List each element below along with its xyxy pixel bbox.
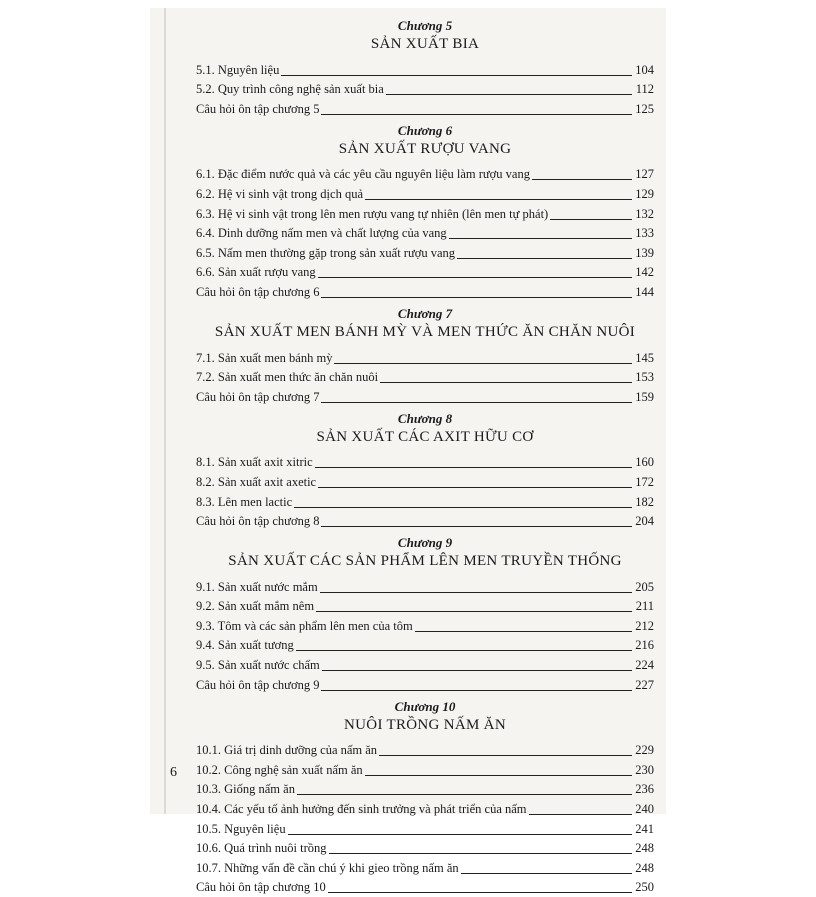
dot-leader [532,179,632,180]
toc-entry-title: 9.4. Sản xuất tương [196,638,294,653]
toc-entry [196,597,654,617]
toc-entry [196,99,654,119]
toc-entry-title: 6.5. Nấm men thường gặp trong sản xuất rượu vang [196,245,456,260]
dot-leader [318,487,632,488]
toc-entry-page: 142 [635,265,654,280]
toc-entry [196,780,654,800]
toc-entry-title: 10.1. Giá trị dinh dưỡng của nấm ăn [196,743,378,758]
toc-entry [196,819,654,839]
dot-leader [297,794,632,795]
toc-entry [196,348,654,368]
toc-entry [196,878,654,897]
chapter-section [196,123,654,302]
toc-entry [196,636,654,656]
toc-entry-title: 9.3. Tôm và các sản phẩm lên men của tôm [196,618,413,633]
toc-entry-title: 6.4. Dinh dưỡng nấm men và chất lượng của vang [196,226,447,241]
toc-entry [196,368,654,388]
toc-entry-title: 10.6. Quá trình nuôi trồng [196,841,327,856]
chapter-label: Chương 7 [397,305,453,321]
chapter-title: SẢN XUẤT RƯỢU VANG [338,140,512,157]
toc-entry [196,224,654,244]
toc-entry [196,741,654,761]
toc-entry-page: 250 [635,880,654,895]
dot-leader [321,402,632,403]
toc-entry-title: 10.4. Các yếu tố ảnh hưởng đến sinh trưởng và phát triển của nấm [196,802,527,817]
toc-entry-page: 205 [635,579,654,594]
chapter-section [196,306,654,407]
toc-entry-title: 8.2. Sản xuất axit axetic [196,474,317,489]
toc-entry [196,472,654,492]
toc-entry-title: 9.2. Sản xuất mắm nêm [196,599,315,614]
toc-entry [196,858,654,878]
toc-entry-page: 127 [635,167,654,182]
toc-entry-title: Câu hỏi ôn tập chương 7 [196,389,320,404]
toc-entry-title: Câu hỏi ôn tập chương 8 [196,514,320,529]
toc-entry-title: 10.3. Giống nấm ăn [196,782,295,797]
toc-entry [196,760,654,780]
dot-leader [322,670,632,671]
toc-entry-page: 153 [635,370,654,385]
toc-entry-page: 236 [635,782,654,797]
toc-entry-page: 172 [635,474,654,489]
toc-entry [196,387,654,407]
dot-leader [321,297,632,298]
toc-entry-title: 8.1. Sản xuất axit xitric [196,455,313,470]
dot-leader [550,219,632,220]
chapter-label: Chương 9 [397,535,453,551]
dot-leader [321,690,632,691]
toc-entry-title: 10.5. Nguyên liệu [196,821,286,836]
dot-leader [296,650,632,651]
dot-leader [315,467,632,468]
toc-entry-title: Câu hỏi ôn tập chương 5 [196,101,320,116]
toc-entry [196,839,654,859]
dot-leader [320,592,632,593]
dot-leader [334,363,632,364]
toc-entry-page: 132 [635,206,654,221]
toc-entry-page: 204 [635,514,654,529]
toc-entry-page: 230 [635,762,654,777]
toc-entry-title: 7.2. Sản xuất men thức ăn chăn nuôi [196,370,379,385]
toc-entry-title: 10.2. Công nghệ sản xuất nấm ăn [196,762,363,777]
toc-entry-page: 211 [635,599,654,614]
toc-entry [196,165,654,185]
table-of-contents [196,14,654,897]
dot-leader [328,892,632,893]
toc-entry-page: 224 [635,658,654,673]
toc-entry-page: 227 [635,677,654,692]
toc-entry-title: 10.7. Những vấn đề cần chú ý khi gieo trồng nấm ăn [196,860,459,875]
dot-leader [386,94,632,95]
toc-entry [196,675,654,695]
toc-entry-page: 182 [635,494,654,509]
toc-entry-title: 7.1. Sản xuất men bánh mỳ [196,350,333,365]
toc-entry [196,184,654,204]
toc-entry [196,60,654,80]
toc-entry-title: 6.3. Hệ vi sinh vật trong lên men rượu vang tự nhiên (lên men tự phát) [196,206,549,221]
chapter-title: SẢN XUẤT BIA [370,36,480,52]
chapter-section [196,699,654,897]
toc-entry-title: Câu hỏi ôn tập chương 6 [196,284,320,299]
toc-entry [196,204,654,224]
toc-entry [196,243,654,263]
toc-entry-page: 248 [635,841,654,856]
toc-entry-page: 159 [635,389,654,404]
toc-entry-title: 6.2. Hệ vi sinh vật trong dịch quả [196,186,363,201]
toc-entry-page: 104 [635,62,654,77]
page-gutter [164,8,166,814]
dot-leader [529,814,632,815]
toc-entry-page: 144 [635,284,654,299]
toc-entry-page: 129 [635,186,654,201]
chapter-section [196,535,654,695]
page-number: 6 [170,765,177,780]
toc-entry-page: 112 [635,82,654,97]
toc-entry [196,799,654,819]
dot-leader [321,526,632,527]
toc-entry-title: 5.2. Quy trình công nghệ sản xuất bia [196,82,384,97]
dot-leader [379,755,632,756]
toc-entry-page: 125 [635,101,654,116]
toc-entry-title: Câu hỏi ôn tập chương 9 [196,677,320,692]
toc-entry [196,263,654,283]
dot-leader [316,611,632,612]
toc-entry [196,512,654,532]
toc-entry-title: 8.3. Lên men lactic [196,494,293,509]
toc-entry [196,492,654,512]
toc-entry-title: 9.5. Sản xuất nước chấm [196,658,320,673]
dot-leader [365,775,632,776]
toc-entry [196,453,654,473]
dot-leader [415,631,632,632]
chapter-title: SẢN XUẤT CÁC AXIT HỮU CƠ [316,428,534,445]
dot-leader [461,873,632,874]
chapter-title: SẢN XUẤT MEN BÁNH MỲ VÀ MEN THỨC ĂN CHĂN NUÔI [214,323,636,340]
toc-entry-page: 133 [635,226,654,241]
toc-entry-page: 160 [635,455,654,470]
dot-leader [281,75,632,76]
dot-leader [294,507,632,508]
dot-leader [329,853,632,854]
chapter-title: SẢN XUẤT CÁC SẢN PHẨM LÊN MEN TRUYỀN THỐNG [228,553,622,570]
toc-entry-page: 216 [635,638,654,653]
toc-entry-page: 212 [635,618,654,633]
toc-entry-page: 229 [635,743,654,758]
toc-entry [196,655,654,675]
chapter-section [196,411,654,531]
dot-leader [365,199,632,200]
chapter-title: NUÔI TRỒNG NẤM ĂN [344,716,506,733]
toc-entry [196,80,654,100]
chapter-label: Chương 5 [397,18,453,33]
chapter-label: Chương 10 [394,698,456,714]
toc-entry-title: 5.1. Nguyên liệu [196,62,280,77]
toc-entry-title: 9.1. Sản xuất nước mắm [196,579,318,594]
toc-entry-page: 145 [635,350,654,365]
chapter-section [196,18,654,119]
chapter-label: Chương 6 [397,122,453,138]
toc-entry [196,577,654,597]
toc-entry-page: 139 [635,245,654,260]
toc-entry-title: 6.6. Sản xuất rượu vang [196,265,316,280]
dot-leader [318,277,632,278]
chapter-label: Chương 8 [397,410,453,426]
dot-leader [288,834,632,835]
toc-entry-title: 6.1. Đặc điểm nước quả và các yêu cầu nguyên liệu làm rượu vang [196,167,530,182]
dot-leader [321,114,632,115]
dot-leader [380,382,632,383]
toc-entry-page: 241 [635,821,654,836]
dot-leader [457,258,632,259]
toc-entry-title: Câu hỏi ôn tập chương 10 [196,880,326,895]
toc-entry-page: 248 [635,860,654,875]
dot-leader [449,238,632,239]
toc-entry [196,282,654,302]
toc-entry-page: 240 [635,802,654,817]
toc-entry [196,616,654,636]
